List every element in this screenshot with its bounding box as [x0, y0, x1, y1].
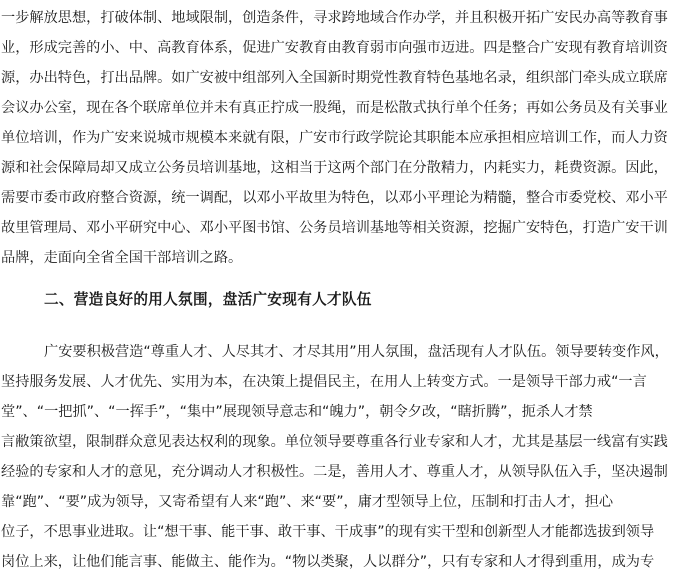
paragraph-line: 坚持服务发展、人才优先、实用为本，在决策上提倡民主，在用人上转变方式。一是领导干部力戒“一言 — [1, 374, 647, 390]
paragraph-line: 岗位上来，让他们能言事、能做主、能作为。“物以类聚，人以群分”，只有专家和人才得到重用，成为专 — [1, 554, 655, 570]
paragraph-line: 会议办公室，现在各个联席单位并未有真正拧成一股绳，而是松散式执行单个任务；再如公务员及有关事业 — [1, 100, 668, 116]
paragraph-line: 言敝策欲望，限制群众意见表达权利的现象。单位领导要尊重各行业专家和人才，尤其是基层一线富有实践 — [1, 434, 668, 450]
paragraph-line: 广安要积极营造“尊重人才、人尽其才、才尽其用”用人氛围，盘活现有人才队伍。领导要转变作风， — [44, 344, 669, 360]
paragraph-line: 故里管理局、邓小平研究中心、邓小平图书馆、公务员培训基地等相关资源，挖掘广安特色，打造广安干训 — [1, 220, 668, 236]
paragraph-line: 单位培训，作为广安来说城市规模本来就有限，广安市行政学院论其职能本应承担相应培训工作，而人力资 — [1, 130, 668, 146]
paragraph-line: 业，形成完善的小、中、高教育体系，促进广安教育由教育弱市向强市迈进。四是整合广安现有教育培训资 — [1, 40, 668, 56]
paragraph-line: 源和社会保障局却又成立公务员培训基地，这相当于这两个部门在分散精力，内耗实力，耗费资源。因此， — [1, 160, 668, 176]
paragraph-line: 堂”、“一把抓”、“一挥手”，“集中”展现领导意志和“魄力”，朝令夕改，“瞎折腾”，扼杀人才禁 — [1, 404, 593, 420]
paragraph-line: 经验的专家和人才的意见，充分调动人才积极性。二是，善用人才、尊重人才，从领导队伍入手，坚决遏制 — [1, 464, 668, 480]
paragraph-line: 需要市委市政府整合资源，统一调配，以邓小平故里为特色，以邓小平理论为精髓，整合市委党校、邓小平 — [1, 190, 668, 206]
paragraph-line: 品牌，走面向全省全国干部培训之路。 — [1, 250, 243, 266]
paragraph-line: 一步解放思想，打破体制、地域限制，创造条件，寻求跨地域合作办学，并且积极开拓广安民办高等教育事 — [1, 10, 668, 26]
paragraph-line: 靠“跑”、“要”成为领导，又寄希望有人来“跑”、来“要”，庸才型领导上位，压制和打击人才，担心 — [1, 494, 614, 510]
paragraph-line: 位子，不思事业进取。让“想干事、能干事、敢干事、干成事”的现有实干型和创新型人才能都选拔到领导 — [1, 524, 655, 540]
section-heading: 二、营造良好的用人氛围，盘活广安现有人才队伍 — [44, 291, 372, 308]
paragraph-line: 源，办出特色，打出品牌。如广安被中组部列入全国新时期党性教育特色基地名录，组织部门牵头成立联席 — [1, 70, 668, 86]
